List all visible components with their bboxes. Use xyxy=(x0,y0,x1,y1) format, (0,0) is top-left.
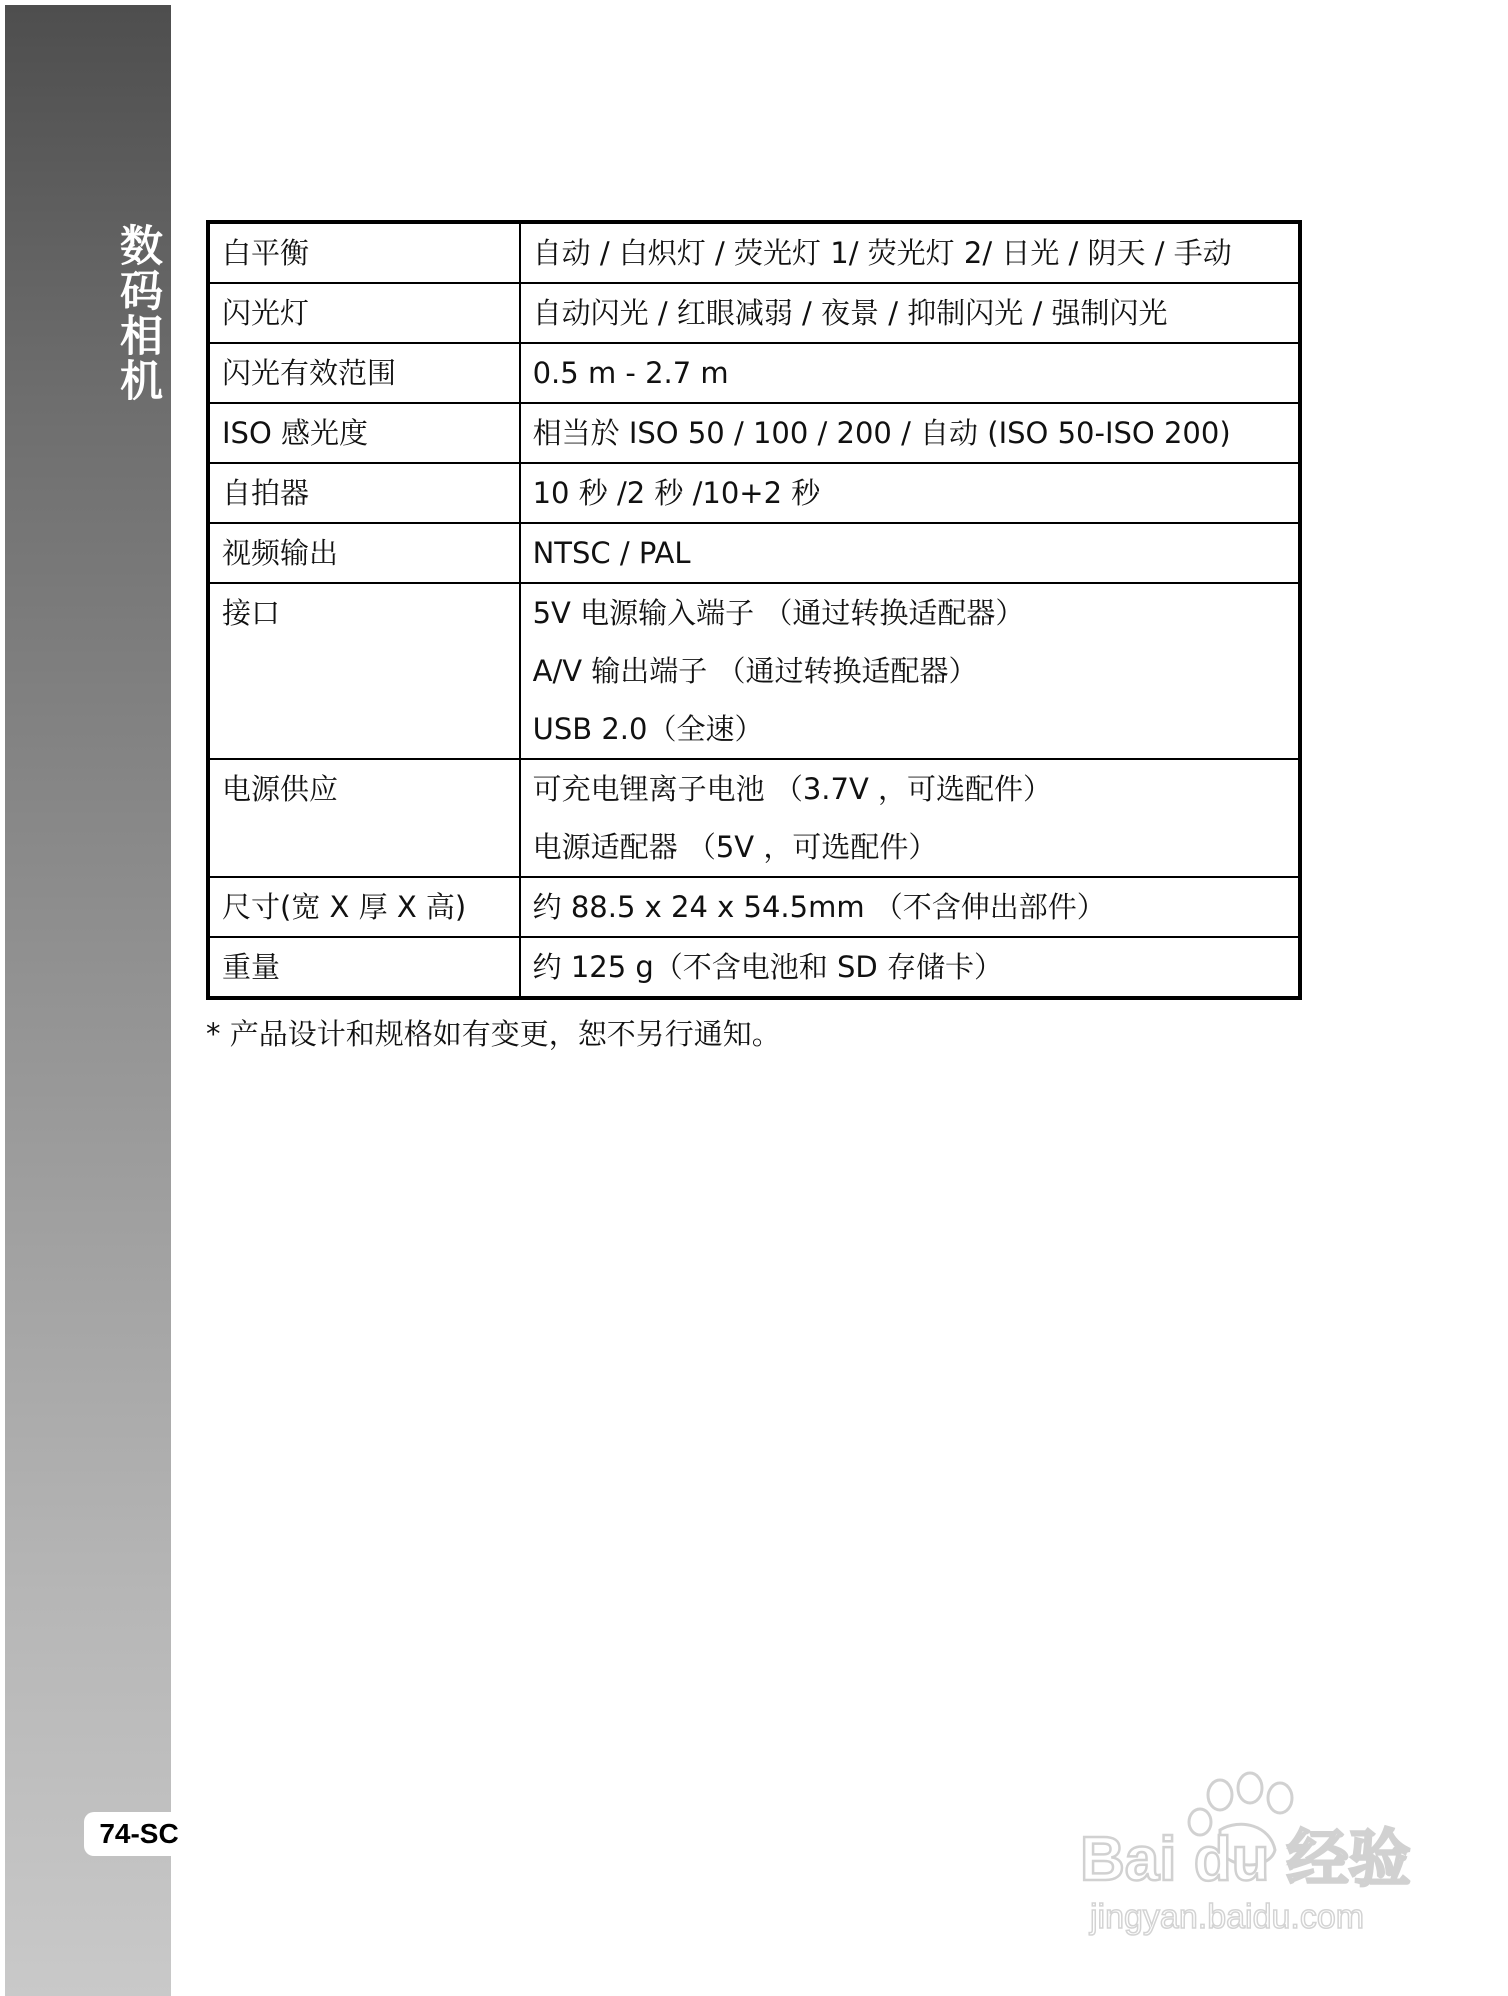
spec-value xyxy=(520,523,1300,583)
spec-label: 白平衡 xyxy=(208,222,520,283)
spec-label: 接口 xyxy=(208,583,520,759)
spec-value xyxy=(520,403,1300,463)
spec-label: 尺寸(宽 X 厚 X 高) xyxy=(208,877,520,937)
spec-value-line: 5V 电源输入端子 （通过转换适配器） xyxy=(532,596,1025,630)
table-row xyxy=(208,283,1300,343)
spec-value-line: A/V 输出端子 （通过转换适配器） xyxy=(532,654,978,688)
spec-value-line: 10 秒 /2 秒 /10+2 秒 xyxy=(532,476,821,510)
spec-value-line: 自动闪光 / 红眼减弱 / 夜景 / 抑制闪光 / 强制闪光 xyxy=(532,296,1168,330)
spec-label: ISO 感光度 xyxy=(208,403,520,463)
spec-label: 闪光灯 xyxy=(208,283,520,343)
spec-value-line: USB 2.0（全速） xyxy=(532,712,764,746)
spec-label: 视频输出 xyxy=(208,523,520,583)
baidu-watermark-logo xyxy=(1070,1770,1430,1940)
spec-table xyxy=(206,220,1302,1000)
spec-value-line: 0.5 m - 2.7 m xyxy=(532,356,729,390)
spec-value xyxy=(520,937,1300,998)
spec-value xyxy=(520,343,1300,403)
spec-value xyxy=(520,759,1300,877)
spec-value xyxy=(520,583,1300,759)
spec-label: 重量 xyxy=(208,937,520,998)
spec-value-line: 约 125 g（不含电池和 SD 存储卡） xyxy=(532,950,1003,984)
spec-value xyxy=(520,222,1300,283)
spec-label: 自拍器 xyxy=(208,463,520,523)
sidebar-title: 数码相机 xyxy=(113,223,163,403)
spec-label: 闪光有效范围 xyxy=(208,343,520,403)
spec-value-line: 约 88.5 x 24 x 54.5mm （不含伸出部件） xyxy=(532,890,1106,924)
spec-value xyxy=(520,877,1300,937)
spec-value xyxy=(520,283,1300,343)
page-number: 74-SC xyxy=(84,1812,194,1856)
table-row xyxy=(208,222,1300,283)
sidebar xyxy=(5,5,171,1996)
table-row xyxy=(208,463,1300,523)
table-row xyxy=(208,759,1300,877)
watermark-brand: Bai du 经验 xyxy=(1080,1825,1411,1894)
table-row xyxy=(208,583,1300,759)
spec-value-line: 相当於 ISO 50 / 100 / 200 / 自动 (ISO 50-ISO 200) xyxy=(532,416,1231,450)
table-row xyxy=(208,523,1300,583)
spec-value-line: 自动 / 白炽灯 / 荧光灯 1/ 荧光灯 2/ 日光 / 阴天 / 手动 xyxy=(532,236,1232,270)
spec-value-line: 可充电锂离子电池 （3.7V ，可选配件） xyxy=(532,772,1053,806)
spec-value xyxy=(520,463,1300,523)
spec-value-line: NTSC / PAL xyxy=(532,536,691,570)
table-row xyxy=(208,937,1300,998)
table-row xyxy=(208,343,1300,403)
watermark-url: jingyan.baidu.com xyxy=(1090,1898,1365,1936)
table-row xyxy=(208,403,1300,463)
spec-value-line: 电源适配器 （5V ，可选配件） xyxy=(532,830,938,864)
footnote: * 产品设计和规格如有变更，恕不另行通知。 xyxy=(206,1017,781,1051)
table-row xyxy=(208,877,1300,937)
spec-label: 电源供应 xyxy=(208,759,520,877)
